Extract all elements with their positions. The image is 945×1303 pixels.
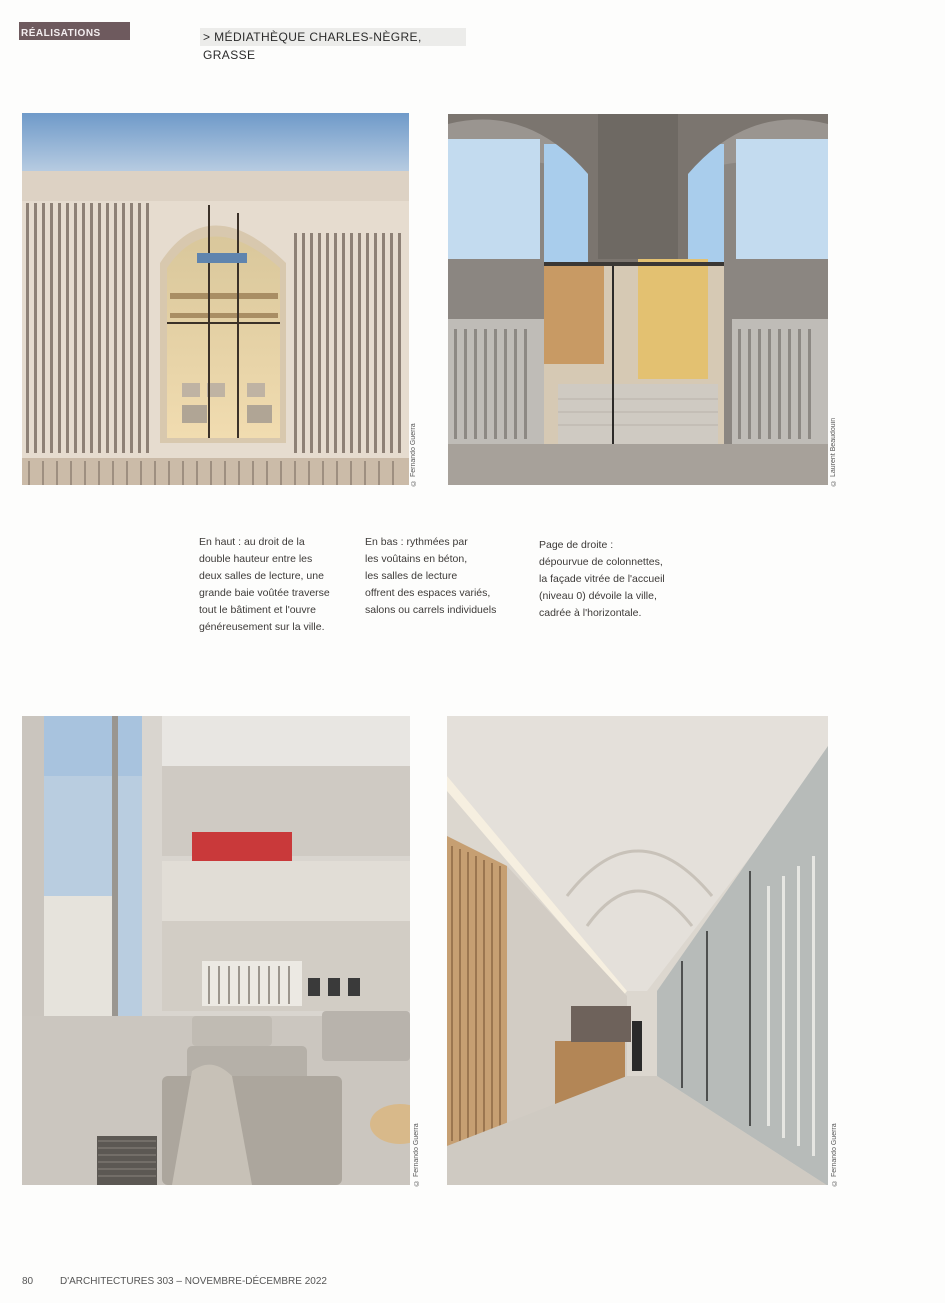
caption-right-page: Page de droite : dépourvue de colonnettes, la façade vitrée de l'accueil (niveau 0) dévoile la ville, cadrée à l'horizontale. [539,539,665,619]
photo-credit: © Laurent Beaudouin [830,417,837,486]
article-title: > MÉDIATHÈQUE CHARLES-NÈGRE, GRASSE [200,28,466,46]
caption-top: En haut : au droit de la double hauteur entre les deux salles de lecture, une grande baie voûtée traverse tout le bâtiment et l'ouvre généreusement sur la ville. [199,536,330,633]
section-tag: RÉALISATIONS [19,22,130,40]
photo-facade-arch [22,113,409,485]
photo-credit: © Fernando Guerra [410,423,417,486]
photo-credit: © Fernando Guerra [831,1123,838,1186]
photo-reading-room [22,716,410,1185]
publication-info: D'ARCHITECTURES 303 – NOVEMBRE-DÉCEMBRE 2022 [60,1276,327,1287]
photo-vaulted-corridor [447,716,828,1185]
page-number: 80 [22,1276,34,1287]
photo-vaulted-hall [448,114,828,485]
caption-bottom: En bas : rythmées par les voûtains en béton, les salles de lecture offrent des espaces variés, salons ou carrels individuels [365,536,497,616]
photo-credit: © Fernando Guerra [413,1123,420,1186]
